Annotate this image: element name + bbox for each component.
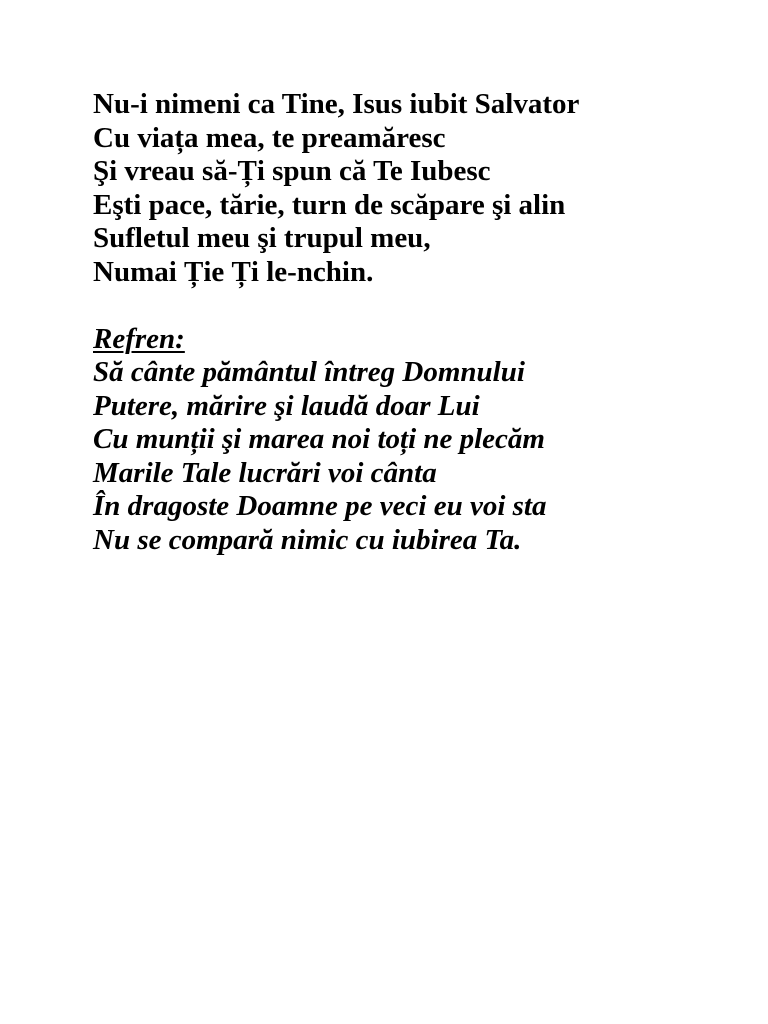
verse-line: Eşti pace, tărie, turn de scăpare şi alin bbox=[93, 188, 566, 221]
refrain-line: Putere, mărire şi laudă doar Lui bbox=[93, 389, 480, 422]
verse bbox=[93, 88, 579, 289]
verse-line: Nu-i nimeni ca Tine, Isus iubit Salvator bbox=[93, 88, 580, 120]
refrain-title: Refren: bbox=[93, 322, 185, 355]
refrain-line: În dragoste Doamne pe veci eu voi sta bbox=[93, 490, 547, 522]
verse-line: Cu viața mea, te preamăresc bbox=[93, 121, 446, 154]
verse-line: Şi vreau să-Ți spun că Te Iubesc bbox=[93, 155, 491, 187]
refrain-line: Cu munții şi marea noi toți ne plecăm bbox=[93, 423, 545, 455]
refrain-line: Să cânte pământul întreg Domnului bbox=[93, 356, 525, 388]
refrain-line: Nu se compară nimic cu iubirea Ta. bbox=[93, 523, 522, 556]
verse-line: Numai Ție Ți le-nchin. bbox=[93, 255, 374, 288]
lyrics-text bbox=[93, 88, 579, 557]
refrain-line: Marile Tale lucrări voi cânta bbox=[93, 456, 437, 489]
refrain bbox=[93, 323, 579, 558]
verse-line: Sufletul meu şi trupul meu, bbox=[93, 222, 431, 254]
stanza-gap bbox=[93, 289, 579, 323]
